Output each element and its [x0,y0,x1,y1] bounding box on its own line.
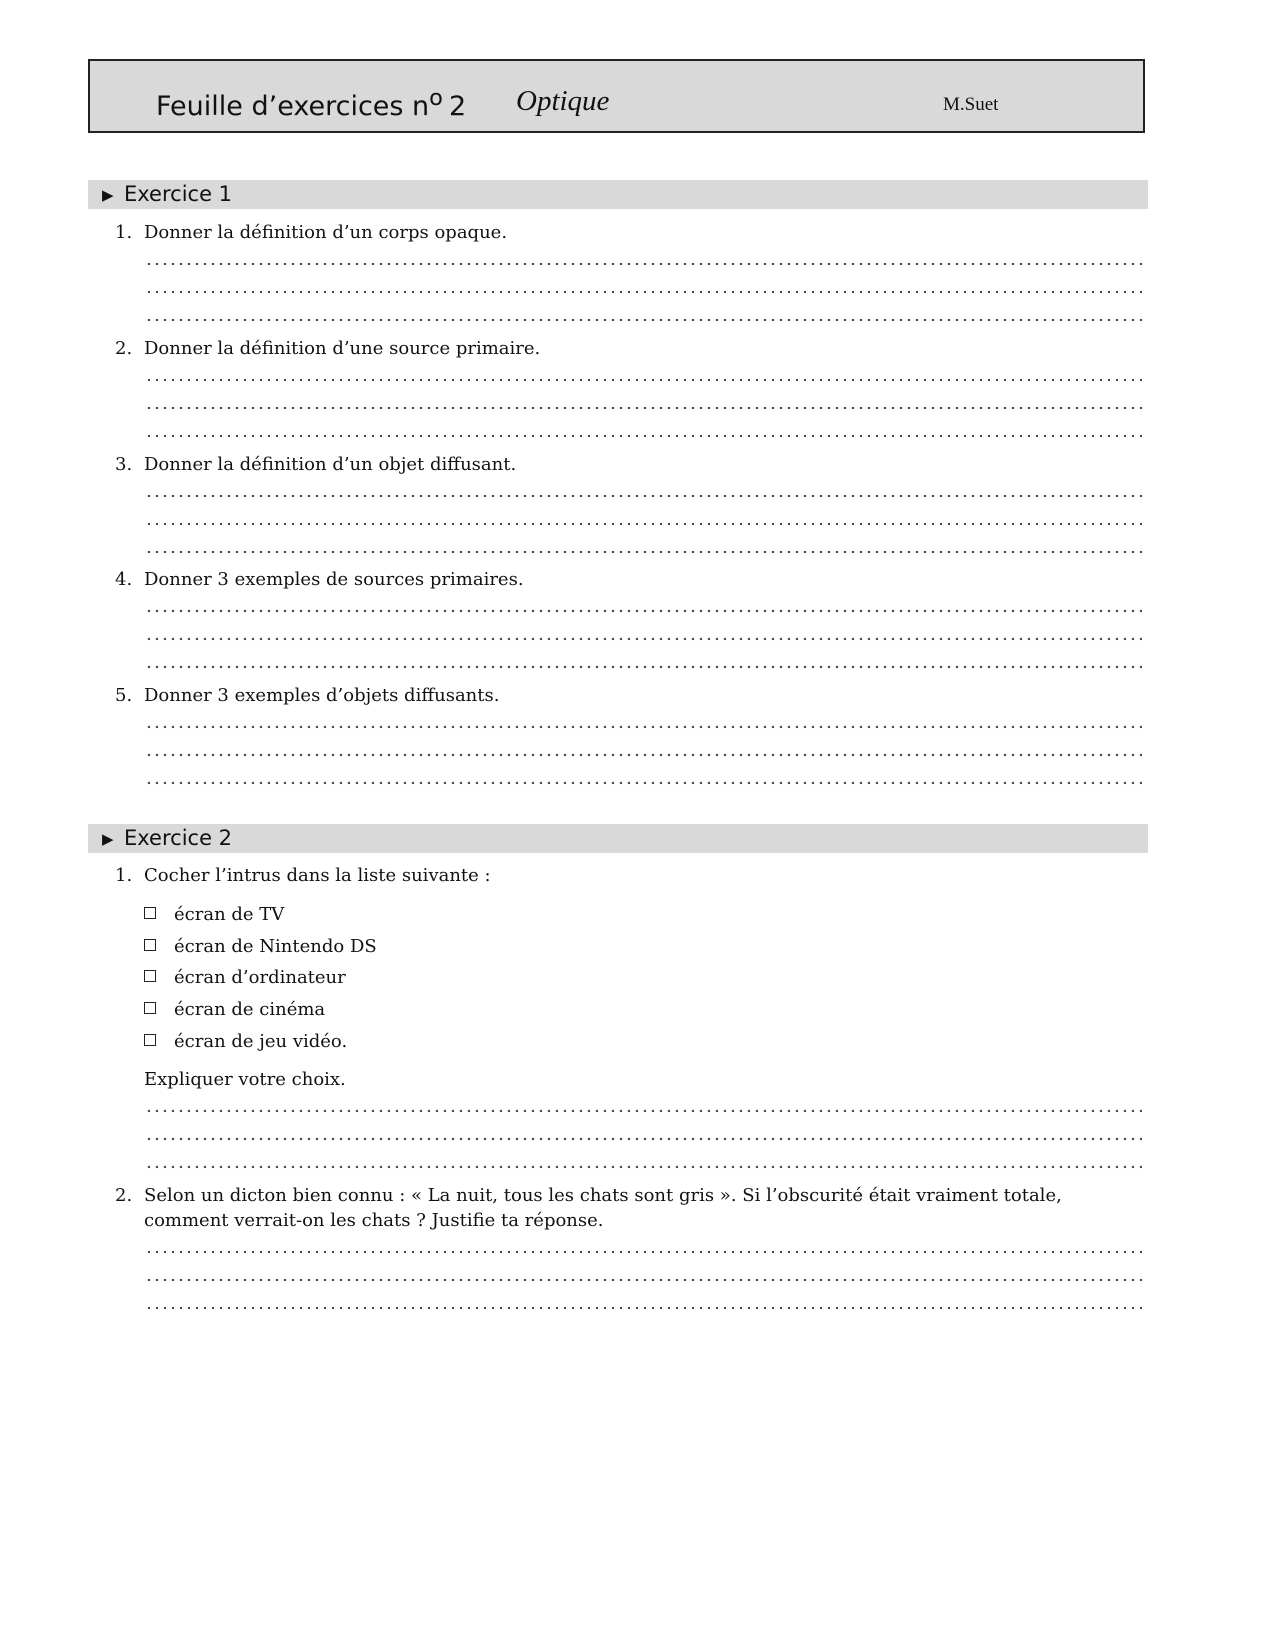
checkbox-icon[interactable] [144,1034,156,1046]
answer-line[interactable] [145,434,1142,438]
question-text: Donner la définition d’une source primaire. [144,338,541,359]
follow-up-text: Expliquer votre choix. [144,1069,346,1090]
answer-line[interactable] [145,1137,1142,1141]
option-label: écran d’ordinateur [174,967,346,988]
answer-line[interactable] [145,637,1142,641]
author-label: M.Suet [943,94,999,115]
checkbox-icon[interactable] [144,970,156,982]
title-number: 2 [448,91,467,122]
answer-line[interactable] [145,609,1142,613]
exercise-1-title: Exercice 1 [124,182,233,206]
answer-line[interactable] [145,1278,1142,1282]
question-number: 2. [115,1185,133,1206]
worksheet-header [88,59,1145,133]
question-text: Donner la définition d’un corps opaque. [144,222,508,243]
triangle-bullet-icon: ▶ [102,830,114,848]
worksheet-title [156,85,466,122]
answer-line[interactable] [145,290,1142,294]
triangle-bullet-icon: ▶ [102,186,114,204]
question-text: Donner 3 exemples de sources primaires. [144,569,524,590]
exercise-2-heading [88,824,1148,853]
subject-label: Optique [516,85,610,117]
checkbox-icon[interactable] [144,907,156,919]
checkbox-icon[interactable] [144,939,156,951]
question-number: 4. [115,569,133,590]
exercise-2-title: Exercice 2 [124,826,233,850]
answer-line[interactable] [145,1165,1142,1169]
answer-line[interactable] [145,262,1142,266]
exercise-1-heading [88,180,1148,209]
question-text: Cocher l’intrus dans la liste suivante : [144,865,491,886]
answer-line[interactable] [145,550,1142,554]
answer-line[interactable] [145,753,1142,757]
question-number: 2. [115,338,133,359]
option-label: écran de jeu vidéo. [174,1031,348,1052]
question-text: Donner 3 exemples d’objets diffusants. [144,685,500,706]
answer-line[interactable] [145,1109,1142,1113]
answer-line[interactable] [145,665,1142,669]
title-superscript: o [429,85,443,111]
checkbox-icon[interactable] [144,1002,156,1014]
question-number: 3. [115,454,133,475]
answer-line[interactable] [145,406,1142,410]
question-text: Selon un dicton bien connu : « La nuit, tous les chats sont gris ». Si l’obscurité était vraiment totale, comment verrait-on les chats ? Justifie ta réponse. [144,1185,1062,1231]
answer-line[interactable] [145,781,1142,785]
question-number: 1. [115,865,133,886]
question-text: Donner la définition d’un objet diffusant. [144,454,517,475]
question-number: 1. [115,222,133,243]
answer-line[interactable] [145,318,1142,322]
title-text: Feuille d’exercices n [156,91,430,122]
option-label: écran de Nintendo DS [174,936,377,957]
answer-line[interactable] [145,378,1142,382]
option-label: écran de cinéma [174,999,326,1020]
answer-line[interactable] [145,1306,1142,1310]
option-label: écran de TV [174,904,285,925]
question-number: 5. [115,685,133,706]
answer-line[interactable] [145,1250,1142,1254]
answer-line[interactable] [145,725,1142,729]
answer-line[interactable] [145,494,1142,498]
answer-line[interactable] [145,522,1142,526]
